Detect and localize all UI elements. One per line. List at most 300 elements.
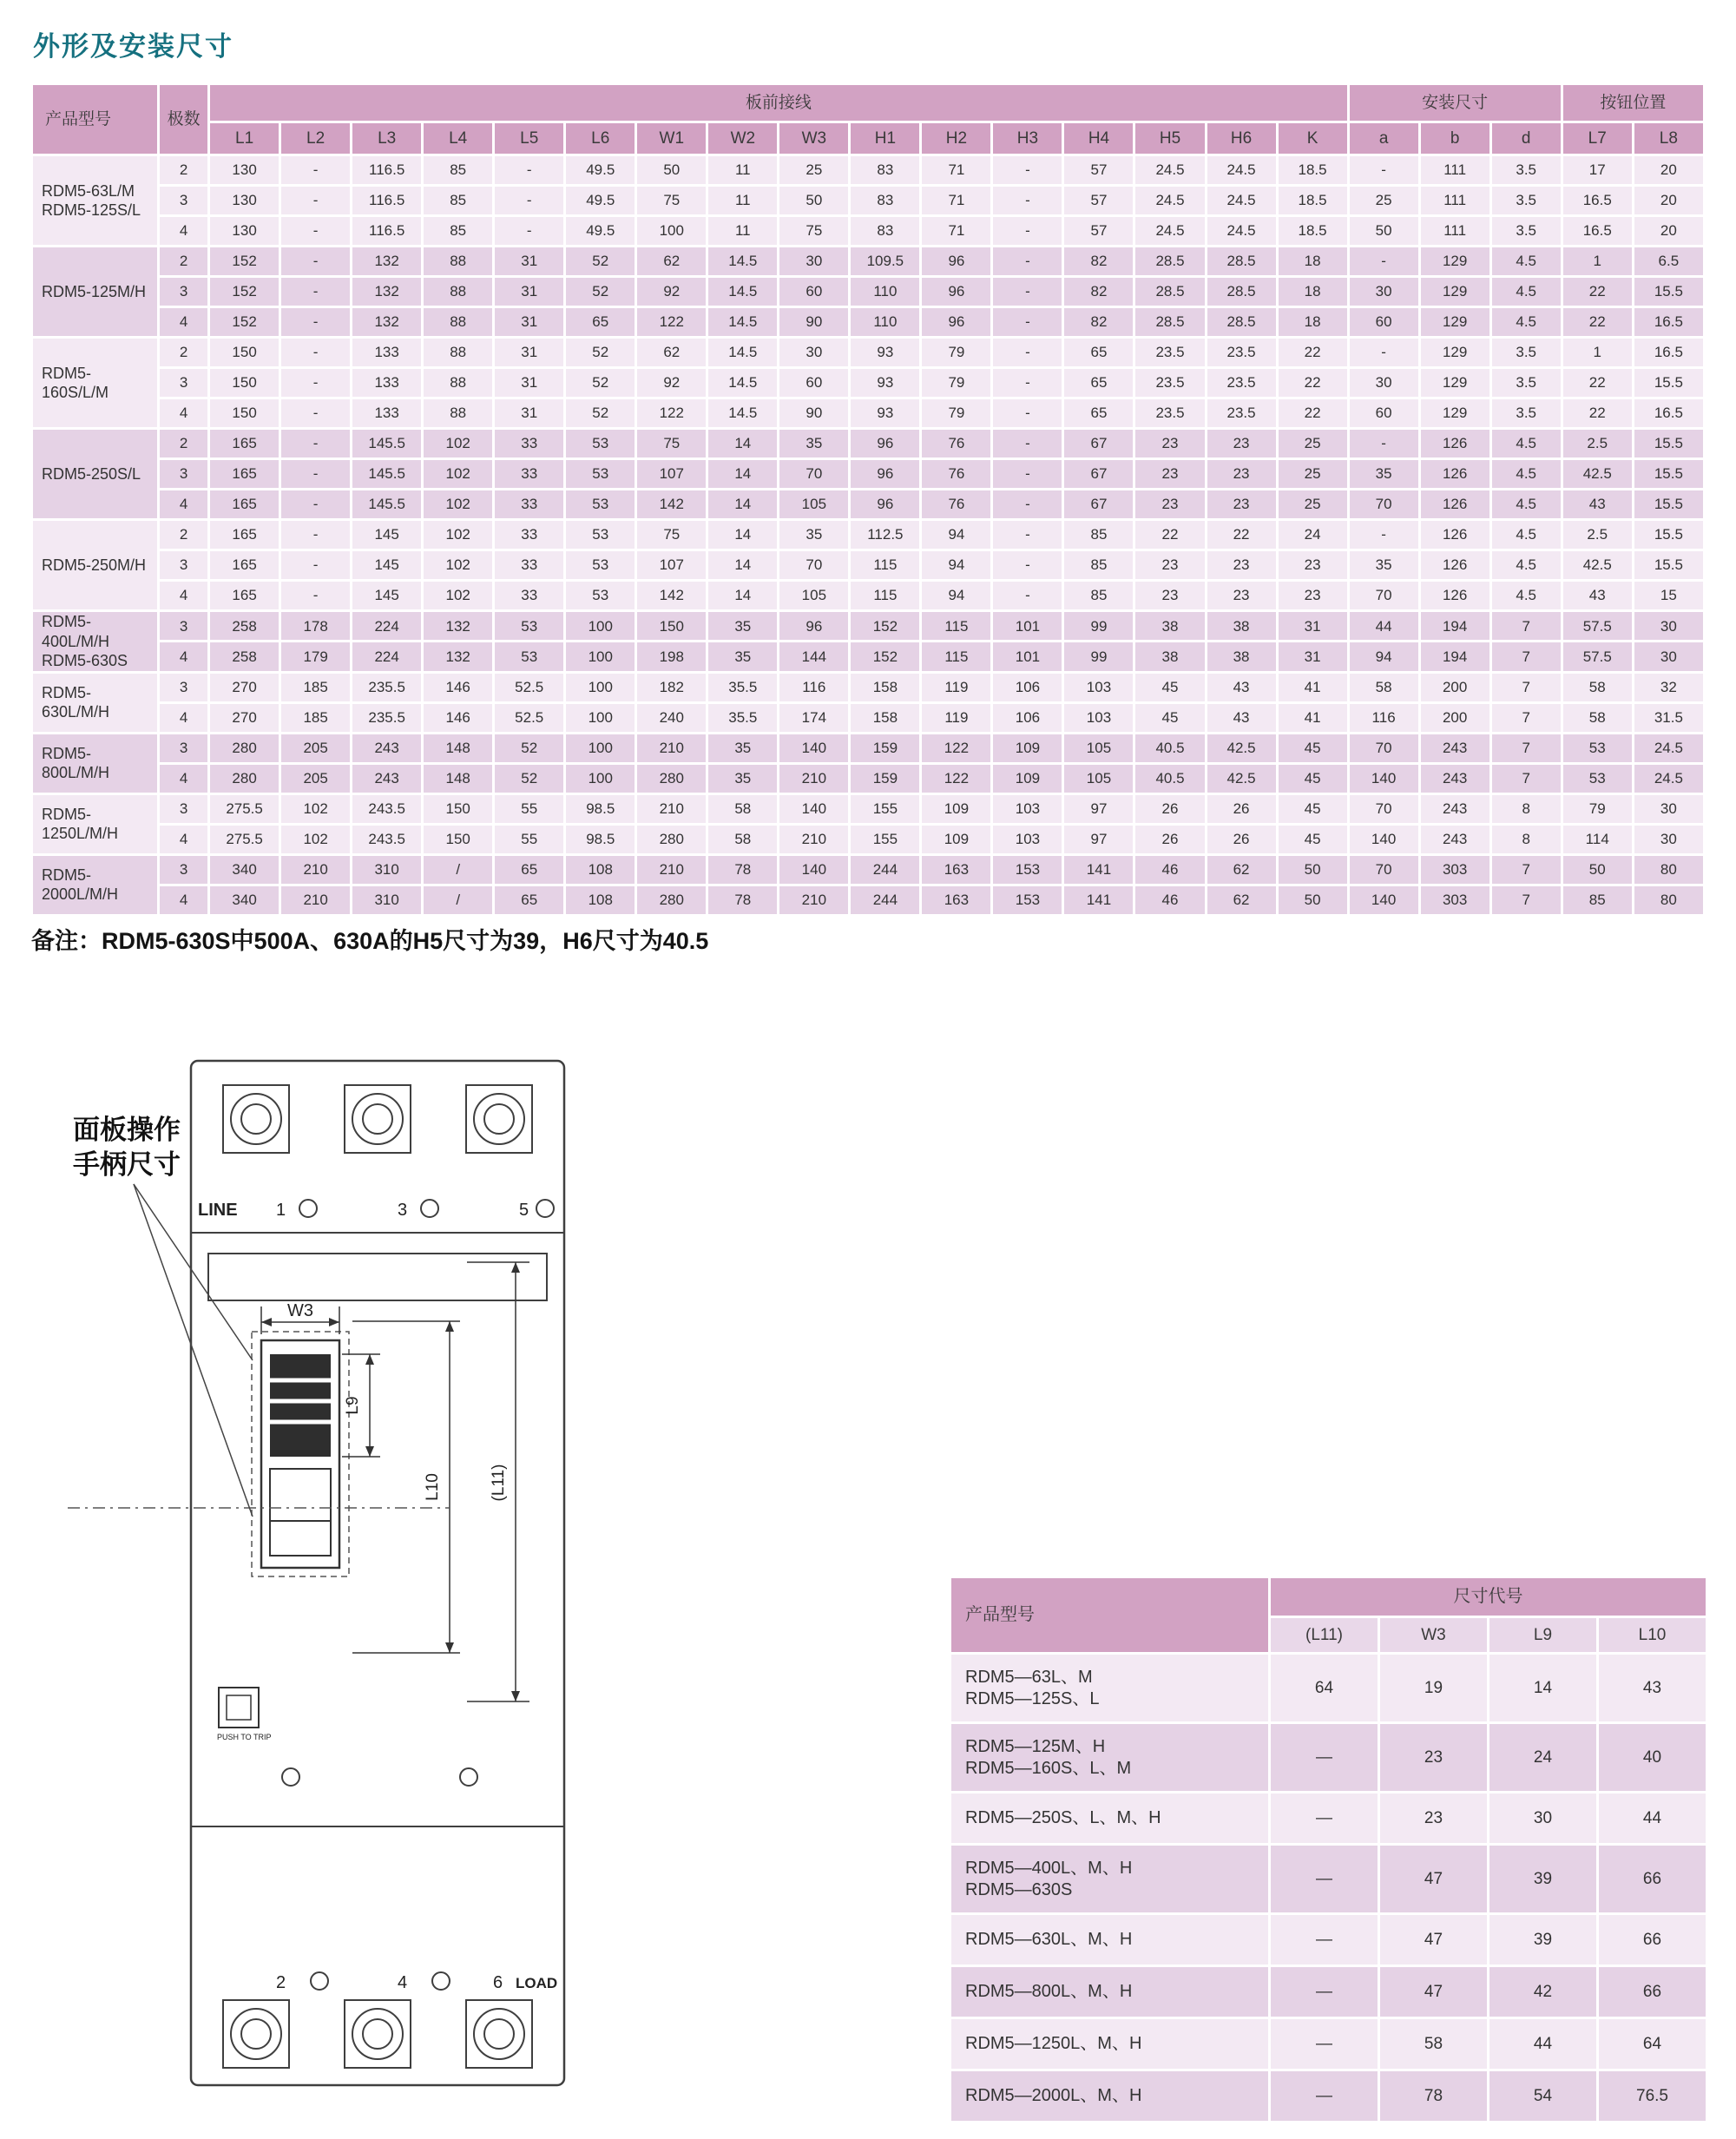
dim-value-cell: - xyxy=(992,520,1063,550)
dim-value-cell: 71 xyxy=(921,155,992,186)
dim-value-cell: 71 xyxy=(921,216,992,247)
dim-value-cell: 85 xyxy=(423,216,494,247)
dim-value-cell: 165 xyxy=(209,550,280,581)
dim-value-cell: 43 xyxy=(1562,581,1633,611)
dim-value-cell: 15.5 xyxy=(1633,490,1704,520)
dim-value-cell: 35.5 xyxy=(707,672,779,702)
product-model-line: RDM5—630L、M、H xyxy=(965,1930,1133,1949)
code-value-cell: 43 xyxy=(1598,1654,1707,1723)
dim-column-header: L6 xyxy=(565,122,636,155)
dim-value-cell: 53 xyxy=(494,642,565,672)
product-model-line: RDM5-2000L/M/H xyxy=(42,865,119,903)
poles-cell: 3 xyxy=(159,459,209,490)
dim-value-cell: 30 xyxy=(1633,611,1704,642)
dim-value-cell: 235.5 xyxy=(352,702,423,733)
dimension-row xyxy=(32,733,1705,763)
dim-value-cell: 33 xyxy=(494,459,565,490)
dim-value-cell: 65 xyxy=(565,307,636,338)
product-model-cell xyxy=(32,611,159,673)
dim-value-cell: 22 xyxy=(1562,277,1633,307)
dim-value-cell: 38 xyxy=(1134,642,1206,672)
dim-column-header: H3 xyxy=(992,122,1063,155)
dim-value-cell: 4.5 xyxy=(1490,277,1562,307)
poles-cell: 2 xyxy=(159,338,209,368)
dim-value-cell: 14 xyxy=(707,429,779,459)
dim-value-cell: 31 xyxy=(494,368,565,398)
dim-value-cell: 65 xyxy=(1063,338,1134,368)
dim-value-cell: 130 xyxy=(209,155,280,186)
dim-value-cell: 2.5 xyxy=(1562,520,1633,550)
dim-value-cell: 109 xyxy=(921,824,992,854)
dim-value-cell: 122 xyxy=(636,307,707,338)
dim-column-header: H1 xyxy=(850,122,921,155)
dim-value-cell: 88 xyxy=(423,277,494,307)
poles-cell: 2 xyxy=(159,155,209,186)
dim-value-cell: 240 xyxy=(636,702,707,733)
dimension-row xyxy=(32,247,1705,277)
dim-value-cell: 126 xyxy=(1419,490,1490,520)
dim-value-cell: 82 xyxy=(1063,247,1134,277)
code-value-cell: — xyxy=(1270,1723,1379,1793)
dim-value-cell: 94 xyxy=(921,581,992,611)
dim-value-cell: 102 xyxy=(423,550,494,581)
dim-value-cell: 210 xyxy=(636,793,707,824)
dim-value-cell: 3.5 xyxy=(1490,338,1562,368)
dim-value-cell: 132 xyxy=(423,611,494,642)
dim-value-cell: 83 xyxy=(850,155,921,186)
dim-column-header: d xyxy=(1490,122,1562,155)
dim-value-cell: 129 xyxy=(1419,368,1490,398)
dim-value-cell: 16.5 xyxy=(1562,216,1633,247)
dim-value-cell: 62 xyxy=(636,247,707,277)
dim-value-cell: 103 xyxy=(1063,702,1134,733)
dim-value-cell: 210 xyxy=(636,854,707,885)
code-value-cell: — xyxy=(1270,2070,1379,2123)
dim-value-cell: 22 xyxy=(1277,398,1348,429)
page-title: 外形及安装尺寸 xyxy=(33,31,233,62)
dim-value-cell: 243 xyxy=(1419,824,1490,854)
dim-value-cell: 92 xyxy=(636,368,707,398)
col-header-product-model: 产品型号 xyxy=(32,84,159,155)
dim-value-cell: 133 xyxy=(352,338,423,368)
dim-value-cell: 205 xyxy=(280,733,352,763)
dim-value-cell: 76 xyxy=(921,459,992,490)
dim-value-cell: 235.5 xyxy=(352,672,423,702)
product-model-cell xyxy=(950,1845,1270,1914)
dim-value-cell: 158 xyxy=(850,672,921,702)
dim-value-cell: 31 xyxy=(494,277,565,307)
dim-value-cell: 258 xyxy=(209,642,280,672)
dim-value-cell: 15.5 xyxy=(1633,520,1704,550)
dim-value-cell: 126 xyxy=(1419,520,1490,550)
dim-value-cell: 303 xyxy=(1419,885,1490,915)
dim-value-cell: 53 xyxy=(565,581,636,611)
dim-value-cell: 150 xyxy=(423,824,494,854)
dim-value-cell: 100 xyxy=(565,733,636,763)
terminal-number-5: 5 xyxy=(519,1201,529,1220)
dimension-row xyxy=(32,550,1705,581)
dim-value-cell: 115 xyxy=(921,611,992,642)
dim-value-cell: 25 xyxy=(1277,490,1348,520)
dim-value-cell: 93 xyxy=(850,368,921,398)
dim-value-cell: 23 xyxy=(1206,459,1277,490)
dim-value-cell: 24.5 xyxy=(1134,216,1206,247)
dim-value-cell: 62 xyxy=(1206,854,1277,885)
dim-value-cell: 24.5 xyxy=(1134,155,1206,186)
dimension-row xyxy=(32,793,1705,824)
dim-value-cell: 23 xyxy=(1277,550,1348,581)
dim-value-cell: 100 xyxy=(565,611,636,642)
dim-value-cell: 23 xyxy=(1277,581,1348,611)
dim-value-cell: - xyxy=(992,186,1063,216)
dim-value-cell: 198 xyxy=(636,642,707,672)
dim-value-cell: 15 xyxy=(1633,581,1704,611)
dim-value-cell: 129 xyxy=(1419,277,1490,307)
code-value-cell: 64 xyxy=(1598,2018,1707,2070)
dim-value-cell: 31 xyxy=(1277,642,1348,672)
dim-value-cell: 145 xyxy=(352,550,423,581)
dim-value-cell: 33 xyxy=(494,520,565,550)
dimension-row xyxy=(32,672,1705,702)
dim-value-cell: 52 xyxy=(565,338,636,368)
code-value-cell: — xyxy=(1270,2018,1379,2070)
dim-value-cell: 43 xyxy=(1206,672,1277,702)
dim-value-cell: 152 xyxy=(850,611,921,642)
poles-cell: 4 xyxy=(159,702,209,733)
dim-value-cell: 142 xyxy=(636,490,707,520)
dim-value-cell: 42.5 xyxy=(1562,459,1633,490)
dim-value-cell: 43 xyxy=(1562,490,1633,520)
dim-value-cell: 78 xyxy=(707,885,779,915)
product-model-cell xyxy=(32,429,159,520)
dim-value-cell: 53 xyxy=(1562,763,1633,793)
dim-value-cell: - xyxy=(992,550,1063,581)
dim-value-cell: 100 xyxy=(565,672,636,702)
dim-value-cell: - xyxy=(280,581,352,611)
dim-value-cell: 52 xyxy=(565,368,636,398)
dim-value-cell: 116.5 xyxy=(352,186,423,216)
dimension-row xyxy=(32,490,1705,520)
code-value-cell: — xyxy=(1270,1914,1379,1966)
product-model-line: RDM5—1250L、M、H xyxy=(965,2034,1142,2053)
product-model-line: RDM5—160S、L、M xyxy=(965,1758,1132,1778)
dim-value-cell: 45 xyxy=(1134,672,1206,702)
dim-value-cell: 24.5 xyxy=(1633,763,1704,793)
dim-value-cell: 109 xyxy=(921,793,992,824)
dim-value-cell: 210 xyxy=(280,885,352,915)
poles-cell: 2 xyxy=(159,247,209,277)
dim-value-cell: - xyxy=(992,429,1063,459)
poles-cell: 4 xyxy=(159,885,209,915)
dim-value-cell: 144 xyxy=(779,642,850,672)
dim-value-cell: 25 xyxy=(1277,459,1348,490)
dim-value-cell: 182 xyxy=(636,672,707,702)
poles-cell: 4 xyxy=(159,763,209,793)
dim-value-cell: 340 xyxy=(209,885,280,915)
dim-value-cell: 106 xyxy=(992,672,1063,702)
terminal-number-2: 2 xyxy=(276,1973,286,1992)
dim-value-cell: 115 xyxy=(921,642,992,672)
dim-value-cell: 14.5 xyxy=(707,307,779,338)
dim-value-cell: 62 xyxy=(636,338,707,368)
breaker-dimension-drawing xyxy=(61,1035,599,2120)
dim-value-cell: - xyxy=(494,155,565,186)
dim-value-cell: 280 xyxy=(636,824,707,854)
group-header-install-dims: 安装尺寸 xyxy=(1348,84,1562,122)
product-model-cell xyxy=(32,733,159,793)
dim-value-cell: 15.5 xyxy=(1633,459,1704,490)
dim-value-cell: 153 xyxy=(992,885,1063,915)
dim-value-cell: 23.5 xyxy=(1134,398,1206,429)
dim-value-cell: 33 xyxy=(494,581,565,611)
dim-value-cell: 45 xyxy=(1277,824,1348,854)
product-model-line: RDM5—250S、L、M、H xyxy=(965,1808,1161,1827)
dim-value-cell: 145.5 xyxy=(352,459,423,490)
dim-value-cell: 80 xyxy=(1633,854,1704,885)
dim-value-cell: - xyxy=(280,338,352,368)
dim-value-cell: 243 xyxy=(1419,763,1490,793)
dim-value-cell: 85 xyxy=(1063,520,1134,550)
dim-value-cell: 92 xyxy=(636,277,707,307)
dim-value-cell: 243.5 xyxy=(352,793,423,824)
dim-value-cell: 96 xyxy=(779,611,850,642)
dimension-row xyxy=(32,307,1705,338)
dim-value-cell: 140 xyxy=(779,854,850,885)
dim-value-cell: 152 xyxy=(209,307,280,338)
dim-value-cell: 93 xyxy=(850,338,921,368)
dim-value-cell: 88 xyxy=(423,338,494,368)
dim-value-cell: 145 xyxy=(352,581,423,611)
dim-value-cell: 55 xyxy=(494,793,565,824)
dim-value-cell: 49.5 xyxy=(565,186,636,216)
dim-value-cell: 65 xyxy=(494,885,565,915)
poles-cell: 4 xyxy=(159,642,209,672)
dim-value-cell: 24.5 xyxy=(1206,186,1277,216)
dim-value-cell: 4.5 xyxy=(1490,307,1562,338)
dim-value-cell: 4.5 xyxy=(1490,247,1562,277)
dim-value-cell: 8 xyxy=(1490,824,1562,854)
dim-value-cell: 11 xyxy=(707,155,779,186)
dim-value-cell: 96 xyxy=(921,247,992,277)
dim-column-header: W2 xyxy=(707,122,779,155)
dim-value-cell: 85 xyxy=(1063,581,1134,611)
poles-cell: 4 xyxy=(159,824,209,854)
dim-value-cell: 145 xyxy=(352,520,423,550)
dim-value-cell: 58 xyxy=(1562,672,1633,702)
dim-value-cell: 7 xyxy=(1490,672,1562,702)
dim-value-cell: 105 xyxy=(1063,733,1134,763)
dim-value-cell: 96 xyxy=(850,429,921,459)
code-value-cell: 19 xyxy=(1379,1654,1489,1723)
dim-value-cell: 129 xyxy=(1419,307,1490,338)
dim-value-cell: 100 xyxy=(636,216,707,247)
dim-value-cell: - xyxy=(992,277,1063,307)
dim-value-cell: 22 xyxy=(1562,307,1633,338)
dim-column-header: L4 xyxy=(423,122,494,155)
dim-value-cell: 60 xyxy=(779,277,850,307)
dim-value-cell: 200 xyxy=(1419,702,1490,733)
dim-value-cell: 130 xyxy=(209,186,280,216)
dim-value-cell: 23 xyxy=(1134,429,1206,459)
product-model-line: RDM5-630L/M/H xyxy=(42,683,110,721)
dim-value-cell: 35 xyxy=(707,763,779,793)
dim-value-cell: 70 xyxy=(1348,854,1419,885)
dim-value-cell: 4.5 xyxy=(1490,490,1562,520)
dim-value-cell: 106 xyxy=(992,702,1063,733)
dim-value-cell: 31 xyxy=(494,247,565,277)
dim-value-cell: 58 xyxy=(707,824,779,854)
code-column-header: L10 xyxy=(1598,1617,1707,1654)
dim-value-cell: 22 xyxy=(1562,398,1633,429)
dim-value-cell: 31.5 xyxy=(1633,702,1704,733)
dim-value-cell: 52 xyxy=(565,247,636,277)
code-row xyxy=(950,2070,1707,2123)
dim-value-cell: 52 xyxy=(565,277,636,307)
table-header-row-groups xyxy=(32,84,1705,122)
dim-value-cell: 112.5 xyxy=(850,520,921,550)
dim-value-cell: 243.5 xyxy=(352,824,423,854)
dim-value-cell: 2.5 xyxy=(1562,429,1633,459)
dim-value-cell: 23.5 xyxy=(1134,368,1206,398)
dim-value-cell: 200 xyxy=(1419,672,1490,702)
dim-value-cell: 85 xyxy=(423,155,494,186)
code-value-cell: — xyxy=(1270,1966,1379,2018)
code-row xyxy=(950,1966,1707,2018)
code-value-cell: 24 xyxy=(1489,1723,1598,1793)
dim-value-cell: 119 xyxy=(921,672,992,702)
dim-value-cell: / xyxy=(423,854,494,885)
dim-value-cell: 75 xyxy=(779,216,850,247)
dim-value-cell: - xyxy=(1348,338,1419,368)
dim-value-cell: 24.5 xyxy=(1633,733,1704,763)
dim-value-cell: 7 xyxy=(1490,885,1562,915)
dim-value-cell: 4.5 xyxy=(1490,581,1562,611)
product-model-line: RDM5-125S/L xyxy=(42,201,141,219)
dim-value-cell: 105 xyxy=(779,490,850,520)
dim-value-cell: 102 xyxy=(423,429,494,459)
dim-value-cell: 53 xyxy=(1562,733,1633,763)
callout-leader-lines xyxy=(134,1184,253,1517)
dim-value-cell: 30 xyxy=(779,338,850,368)
dim-value-cell: 25 xyxy=(1348,186,1419,216)
dim-value-cell: 142 xyxy=(636,581,707,611)
dim-value-cell: - xyxy=(992,155,1063,186)
dim-value-cell: 280 xyxy=(636,763,707,793)
dim-value-cell: 109 xyxy=(992,763,1063,793)
dim-value-cell: 30 xyxy=(1348,277,1419,307)
handle-assembly xyxy=(252,1332,349,1576)
dim-value-cell: 18 xyxy=(1277,307,1348,338)
dim-value-cell: 14.5 xyxy=(707,338,779,368)
dim-value-cell: 275.5 xyxy=(209,793,280,824)
dim-value-cell: - xyxy=(280,398,352,429)
dim-value-cell: 22 xyxy=(1562,368,1633,398)
code-value-cell: 78 xyxy=(1379,2070,1489,2123)
dim-value-cell: - xyxy=(280,155,352,186)
dim-value-cell: 25 xyxy=(1277,429,1348,459)
dim-value-cell: 33 xyxy=(494,490,565,520)
product-model-cell xyxy=(32,247,159,338)
dim-value-cell: 26 xyxy=(1134,793,1206,824)
dim-value-cell: 80 xyxy=(1633,885,1704,915)
poles-cell: 3 xyxy=(159,186,209,216)
dim-value-cell: 146 xyxy=(423,672,494,702)
dim-value-cell: 140 xyxy=(1348,824,1419,854)
dim-value-cell: 28.5 xyxy=(1134,277,1206,307)
dim-value-cell: 140 xyxy=(1348,885,1419,915)
code-column-header: (L11) xyxy=(1270,1617,1379,1654)
dimensions-table xyxy=(30,82,1706,917)
dim-value-cell: 35 xyxy=(707,642,779,672)
dim-value-cell: 85 xyxy=(423,186,494,216)
dim-column-header: L7 xyxy=(1562,122,1633,155)
dim-value-cell: 145.5 xyxy=(352,429,423,459)
dim-value-cell: 76 xyxy=(921,490,992,520)
poles-cell: 4 xyxy=(159,216,209,247)
dim-value-cell: 60 xyxy=(1348,307,1419,338)
dim-value-cell: 58 xyxy=(1562,702,1633,733)
dim-value-cell: 155 xyxy=(850,793,921,824)
poles-cell: 2 xyxy=(159,429,209,459)
product-model-line: RDM5-250S/L xyxy=(42,464,141,483)
dim-value-cell: - xyxy=(280,520,352,550)
dim-value-cell: 243 xyxy=(1419,793,1490,824)
dim-value-cell: 14.5 xyxy=(707,247,779,277)
dim-value-cell: 88 xyxy=(423,247,494,277)
dim-value-cell: 44 xyxy=(1348,611,1419,642)
dim-value-cell: 35 xyxy=(779,520,850,550)
dim-value-cell: 99 xyxy=(1063,611,1134,642)
dimension-row xyxy=(32,885,1705,915)
dim-value-cell: 94 xyxy=(921,550,992,581)
dim-value-cell: 3.5 xyxy=(1490,186,1562,216)
dim-value-cell: 83 xyxy=(850,186,921,216)
dim-value-cell: 1 xyxy=(1562,338,1633,368)
dim-value-cell: - xyxy=(992,398,1063,429)
dim-value-cell: 52.5 xyxy=(494,672,565,702)
dim-value-cell: 52.5 xyxy=(494,702,565,733)
dim-value-cell: 22 xyxy=(1277,338,1348,368)
dim-value-cell: 100 xyxy=(565,763,636,793)
dim-value-cell: 45 xyxy=(1277,733,1348,763)
dim-value-cell: 115 xyxy=(850,581,921,611)
code-table-body xyxy=(950,1654,1707,2123)
code-value-cell: 47 xyxy=(1379,1845,1489,1914)
dim-value-cell: 205 xyxy=(280,763,352,793)
dim-l9-label: L9 xyxy=(344,1396,362,1415)
code-value-cell: 66 xyxy=(1598,1914,1707,1966)
dim-value-cell: 115 xyxy=(850,550,921,581)
code-value-cell: 76.5 xyxy=(1598,2070,1707,2123)
product-model-line: RDM5-63L/M xyxy=(42,181,135,200)
dim-value-cell: 20 xyxy=(1633,186,1704,216)
dim-value-cell: 15.5 xyxy=(1633,429,1704,459)
dim-value-cell: 116 xyxy=(1348,702,1419,733)
dim-value-cell: 94 xyxy=(1348,642,1419,672)
dim-value-cell: 24.5 xyxy=(1206,216,1277,247)
dim-value-cell: 165 xyxy=(209,490,280,520)
dim-value-cell: 102 xyxy=(423,490,494,520)
dim-value-cell: - xyxy=(992,368,1063,398)
dim-value-cell: 108 xyxy=(565,854,636,885)
product-model-cell xyxy=(32,338,159,429)
code-group-header: 尺寸代号 xyxy=(1270,1577,1707,1617)
dimension-row xyxy=(32,611,1705,642)
dim-value-cell: 79 xyxy=(921,338,992,368)
dim-value-cell: 43 xyxy=(1206,702,1277,733)
dim-value-cell: 148 xyxy=(423,763,494,793)
poles-cell: 3 xyxy=(159,611,209,642)
